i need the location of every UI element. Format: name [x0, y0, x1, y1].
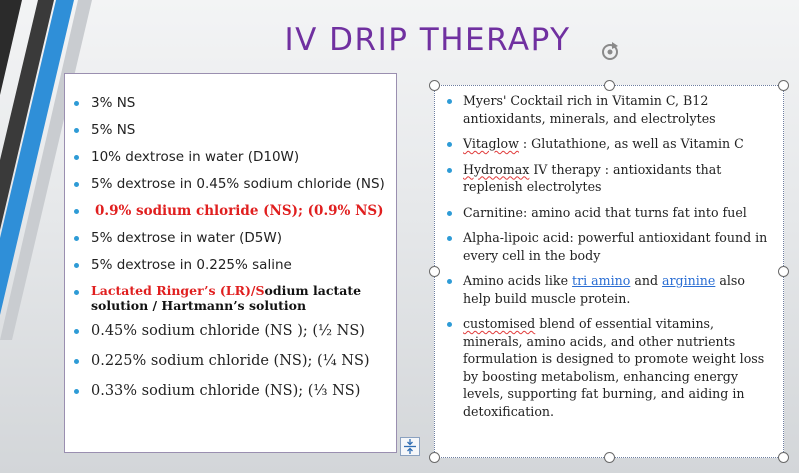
slide-title[interactable]: IV DRIP THERAPY — [284, 22, 571, 58]
list-item: Hydromax IV therapy : antioxidants that replenish electrolytes — [435, 161, 783, 196]
list-item: 5% NS — [65, 121, 396, 139]
list-item: 0.33% sodium chloride (NS); (⅓ NS) — [65, 382, 396, 400]
bullet-icon — [447, 279, 452, 284]
bullet-icon — [74, 182, 79, 187]
bullet-icon — [74, 263, 79, 268]
right-text-box-selected[interactable] — [434, 85, 784, 458]
tri-amino-link[interactable]: tri amino — [572, 273, 631, 288]
list-item: Vitaglow : Glutathione, as well as Vitamin C — [435, 135, 783, 153]
right-bullet-list — [435, 92, 783, 428]
bullet-icon — [447, 236, 452, 241]
list-item: Alpha-lipoic acid: powerful antioxidant found in every cell in the body — [435, 229, 783, 264]
left-text-box[interactable] — [64, 73, 397, 453]
bullet-icon — [74, 290, 79, 295]
list-item: 3% NS — [65, 94, 396, 112]
bullet-icon — [447, 99, 452, 104]
bullet-icon — [74, 236, 79, 241]
resize-handle-top-left[interactable] — [429, 80, 440, 91]
bullet-icon — [74, 155, 79, 160]
resize-handle-bottom[interactable] — [604, 452, 615, 463]
bullet-icon — [447, 211, 452, 216]
bullet-icon — [447, 168, 452, 173]
bullet-icon — [447, 142, 452, 147]
resize-handle-right[interactable] — [778, 266, 789, 277]
list-item: customised blend of essential vitamins, minerals, amino acids, and other nutrients formulation is designed to promote weight loss by boosting metabolism, enhancing energy levels, supporting fat burning, and aiding in detoxification. — [435, 315, 783, 420]
resize-handle-top[interactable] — [604, 80, 615, 91]
list-item: Amino acids like tri amino and arginine also help build muscle protein. — [435, 272, 783, 307]
bullet-icon — [74, 359, 79, 364]
resize-handle-top-right[interactable] — [778, 80, 789, 91]
layout-options-button[interactable] — [400, 437, 420, 456]
left-bullet-list — [65, 94, 396, 412]
bullet-icon — [447, 322, 452, 327]
list-item: Carnitine: amino acid that turns fat into fuel — [435, 204, 783, 222]
arginine-link[interactable]: arginine — [662, 273, 716, 288]
list-item: 0.225% sodium chloride (NS); (¼ NS) — [65, 352, 396, 370]
resize-handle-bottom-left[interactable] — [429, 452, 440, 463]
list-item: Myers' Cocktail rich in Vitamin C, B12 antioxidants, minerals, and electrolytes — [435, 92, 783, 127]
rotate-handle-icon[interactable] — [599, 41, 621, 63]
list-item-highlight: 0.9% sodium chloride (NS); (0.9% NS) — [65, 202, 396, 220]
resize-handle-left[interactable] — [429, 266, 440, 277]
spellcheck-word: Vitaglow — [463, 136, 519, 151]
bullet-icon — [74, 389, 79, 394]
list-item: 5% dextrose in 0.45% sodium chloride (NS) — [65, 175, 396, 193]
resize-handle-bottom-right[interactable] — [778, 452, 789, 463]
list-item: 0.45% sodium chloride (NS ); (½ NS) — [65, 322, 396, 340]
spellcheck-word: Hydromax — [463, 161, 530, 177]
list-item: 10% dextrose in water (D10W) — [65, 148, 396, 166]
layout-options-icon — [401, 438, 419, 455]
list-item-lactated-ringers: Lactated Ringer’s (LR)/Sodium lactate solution / Hartmann’s solution — [65, 283, 396, 313]
list-item: 5% dextrose in water (D5W) — [65, 229, 396, 247]
bullet-icon — [74, 128, 79, 133]
bullet-icon — [74, 329, 79, 334]
spellcheck-word: customised — [463, 316, 536, 331]
bullet-icon — [74, 209, 79, 214]
bullet-icon — [74, 101, 79, 106]
list-item: 5% dextrose in 0.225% saline — [65, 256, 396, 274]
